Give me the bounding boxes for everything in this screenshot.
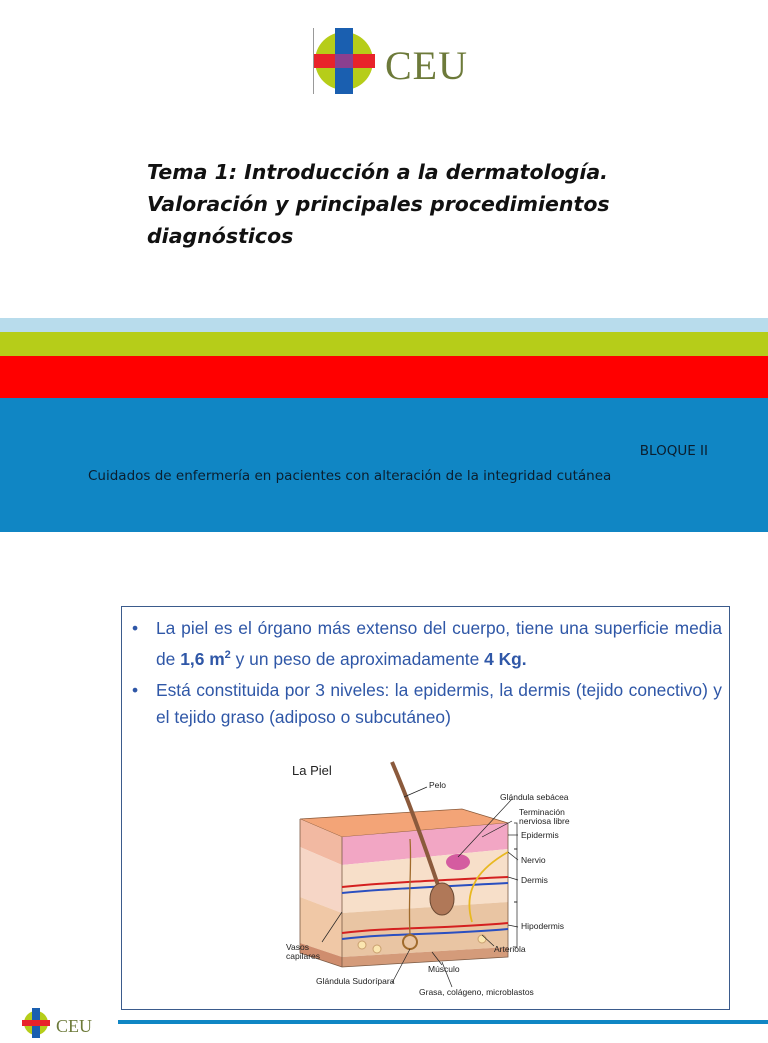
stripe-light-blue <box>0 318 768 332</box>
label-nervio: Nervio <box>521 855 546 865</box>
ceu-logo <box>313 28 466 94</box>
logo-text: CEU <box>385 43 468 88</box>
content-box <box>121 606 730 1010</box>
label-epidermis: Epidermis <box>521 830 559 840</box>
sebaceous-gland <box>446 854 470 870</box>
bullet1-text-c: . <box>521 648 527 669</box>
hypodermis-bracket <box>514 902 517 947</box>
stripe-red <box>0 356 768 398</box>
footer-line <box>118 1020 768 1024</box>
label-vasos-2: capilares <box>286 951 321 961</box>
page-title <box>147 156 667 252</box>
bullet-item <box>132 677 722 731</box>
label-musculo: Músculo <box>428 964 460 974</box>
bullet1-area: 1,6 m <box>180 648 225 669</box>
bullet-icon: • <box>132 618 139 638</box>
fat-cell <box>373 945 381 953</box>
bullet-item <box>132 615 722 673</box>
ceu-cross-emblem-icon <box>313 28 375 94</box>
fat-cell <box>358 941 366 949</box>
bullet1-weight: 4 Kg <box>484 648 522 669</box>
title-line-2: Valoración y principales procedimientos <box>147 192 610 216</box>
label-pelo: Pelo <box>429 780 447 790</box>
label-vasos-1: Vasos <box>286 942 309 952</box>
label-glandula-sudoripara: Glándula Sudorípara <box>316 976 395 986</box>
label-dermis: Dermis <box>521 875 548 885</box>
stripe-lime <box>0 332 768 356</box>
label-glandula-sebacea: Glándula sebácea <box>500 792 569 802</box>
skin-diagram <box>282 757 722 1002</box>
bloque-label: BLOQUE II <box>639 443 708 459</box>
bullet1-sup: 2 <box>224 649 231 661</box>
banner-subtitle: Cuidados de enfermería en pacientes con alteración de la integridad cutánea <box>88 468 612 484</box>
fat-cell <box>478 935 486 943</box>
label-terminacion-1: Terminación <box>519 807 565 817</box>
bullet-icon: • <box>132 679 139 700</box>
title-line-3: diagnósticos <box>147 224 294 248</box>
footer-logo <box>22 1008 104 1036</box>
label-terminacion-2: nerviosa libre <box>519 816 570 826</box>
banner-blue <box>0 398 768 532</box>
hair-follicle <box>430 883 454 915</box>
bullet1-text-b: y un peso de aproximadamente <box>230 648 485 669</box>
diagram-title: La Piel <box>292 763 332 778</box>
footer-ceu-emblem-icon <box>22 1008 104 1038</box>
epidermis-bracket <box>514 823 517 849</box>
bullet1-text-a: La piel es el órgano más extenso del cuerpo, tiene una superficie media de <box>156 618 722 669</box>
title-line-1: Tema 1: Introducción a la dermatología. <box>147 160 608 184</box>
label-arteriola: Arteriola <box>494 944 526 954</box>
bullet2-text: Está constituida por 3 niveles: la epidermis, la dermis (tejido conectivo) y el tejido graso (adiposo o subcutáneo) <box>156 679 722 727</box>
label-hipodermis: Hipodermis <box>521 921 564 931</box>
bullet-list <box>132 615 722 735</box>
label-grasa: Grasa, colágeno, microblastos <box>419 987 534 997</box>
footer-logo-text: CEU <box>56 1016 92 1036</box>
